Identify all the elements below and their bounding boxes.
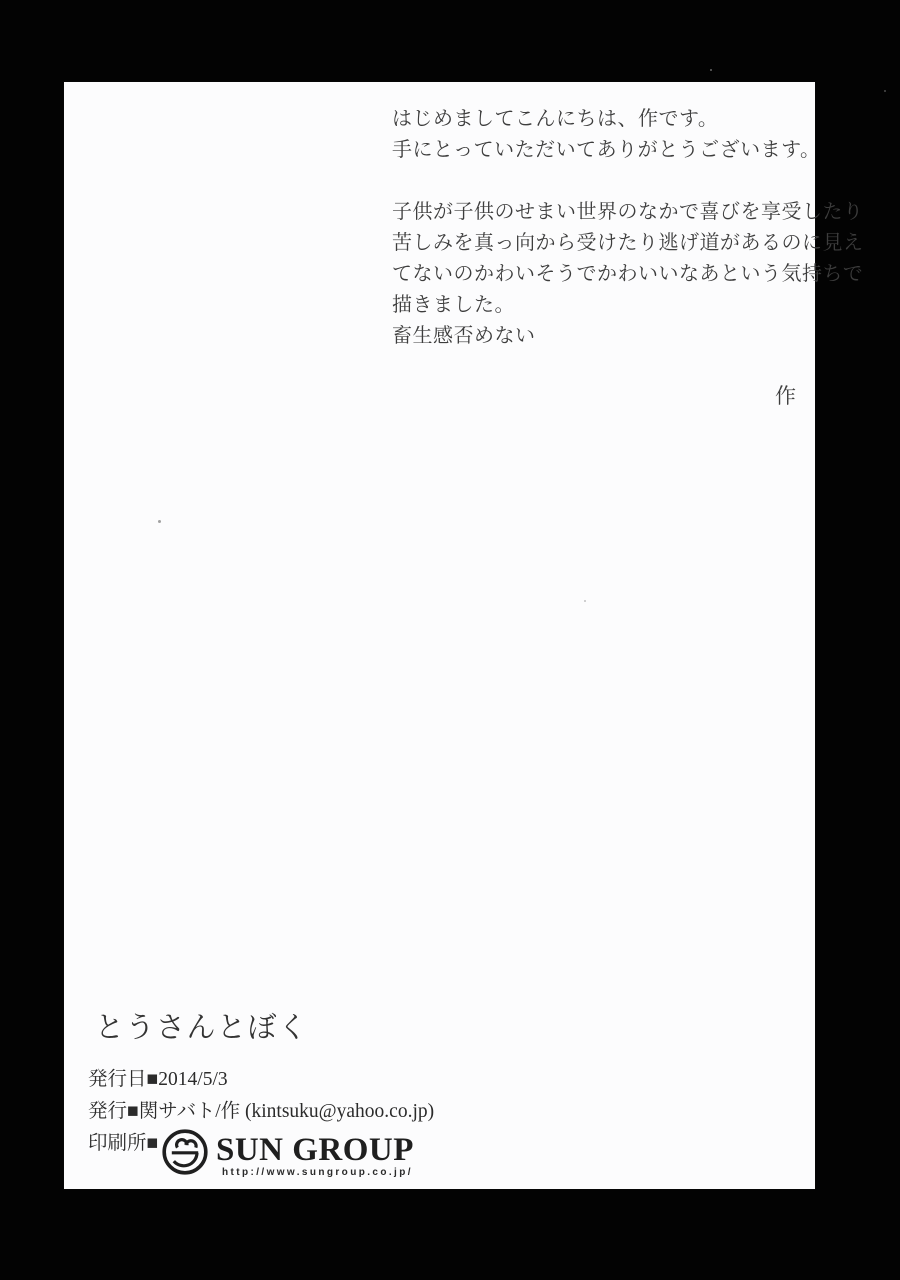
paper-page xyxy=(64,82,864,1189)
printer-label: 印刷所■ xyxy=(88,1133,159,1154)
afterword-line: 苦しみを真っ向から受けたり逃げ道があるのに見え xyxy=(392,230,864,254)
book-title: とうさんとぼく xyxy=(95,1010,309,1044)
publisher-line: 発行■関サバト/作 (kintsuku@yahoo.co.jp) xyxy=(88,1101,435,1122)
afterword-line: 畜生感否めない xyxy=(392,323,536,347)
afterword-comment-paragraph xyxy=(392,196,864,351)
afterword-line: 描きました。 xyxy=(392,292,515,316)
scan-speck xyxy=(158,520,161,523)
scan-speck xyxy=(584,600,586,602)
scan-speck xyxy=(710,69,712,71)
afterword-line: 手にとっていただいてありがとうございます。 xyxy=(392,137,821,161)
afterword-greeting-paragraph xyxy=(392,103,821,165)
printer-name: SUN GROUP xyxy=(216,1132,414,1168)
scan-speck xyxy=(884,90,886,92)
afterword-line: はじめましてこんにちは、作です。 xyxy=(392,106,719,130)
afterword-line: てないのかわいそうでかわいいなあという気持ちで xyxy=(392,261,864,285)
publish-date-line: 発行日■2014/5/3 xyxy=(88,1069,228,1090)
afterword-line: 子供が子供のせまい世界のなかで喜びを享受したり xyxy=(392,199,864,223)
sun-group-circle-s-icon xyxy=(161,1128,209,1176)
printer-url: http://www.sungroup.co.jp/ xyxy=(222,1167,413,1178)
author-signature: 作 xyxy=(775,384,796,408)
